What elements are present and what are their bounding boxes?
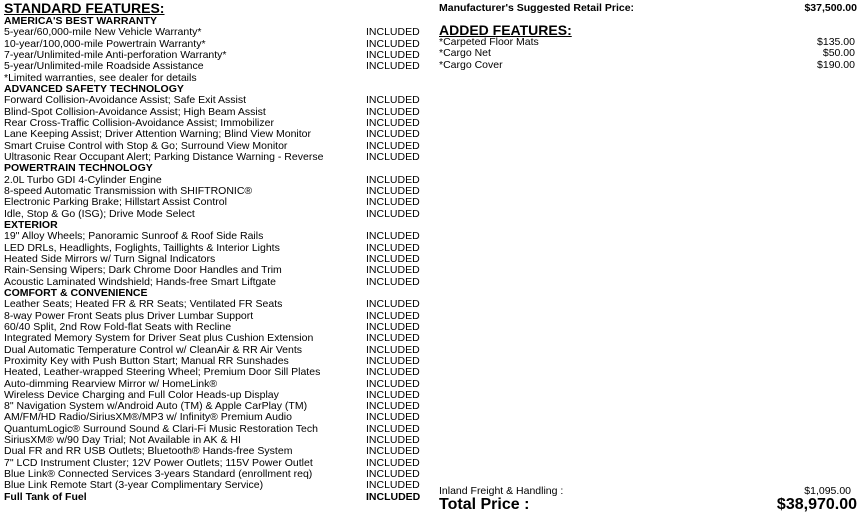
feature-status: INCLUDED	[366, 105, 420, 118]
feature-name: Blue Link Remote Start (3-year Complimentary Service)	[4, 479, 264, 492]
feature-name: *Limited warranties, see dealer for details	[4, 71, 197, 84]
feature-status: INCLUDED	[366, 37, 420, 50]
section-heading: POWERTRAIN TECHNOLOGY	[4, 162, 153, 175]
section-heading: EXTERIOR	[4, 218, 58, 231]
feature-status: INCLUDED	[366, 139, 420, 152]
feature-name: Proximity Key with Push Button Start; Manual RR Sunshades	[4, 354, 289, 367]
feature-status: INCLUDED	[366, 400, 420, 413]
feature-name: 7-year/Unlimited-mile Anti-perforation Warranty*	[4, 48, 227, 61]
total-value: $38,970.00	[776, 496, 857, 513]
added-features-title: ADDED FEATURES:	[439, 22, 572, 38]
feature-status: INCLUDED	[366, 26, 420, 39]
feature-status: INCLUDED	[366, 434, 420, 447]
added-feature-price: $50.00	[822, 47, 855, 60]
feature-name: 19" Alloy Wheels; Panoramic Sunroof & Roof Side Rails	[4, 230, 264, 243]
added-feature-row	[439, 60, 857, 71]
msrp-value: $37,500.00	[804, 2, 857, 14]
feature-name: Electronic Parking Brake; Hillstart Assist Control	[4, 196, 227, 209]
feature-status: INCLUDED	[366, 456, 420, 469]
feature-name: Blue Link® Connected Services 3-years Standard (enrollment req)	[4, 468, 313, 481]
section-heading: COMFORT & CONVENIENCE	[4, 286, 148, 299]
feature-status: INCLUDED	[366, 173, 420, 186]
feature-name: Forward Collision-Avoidance Assist; Safe Exit Assist	[4, 94, 246, 107]
feature-name: Heated Side Mirrors w/ Turn Signal Indicators	[4, 252, 216, 265]
feature-status: INCLUDED	[366, 241, 420, 254]
feature-name: 10-year/100,000-mile Powertrain Warranty*	[4, 37, 206, 50]
feature-name: Rain-Sensing Wipers; Dark Chrome Door Handles and Trim	[4, 264, 282, 277]
feature-name: Leather Seats; Heated FR & RR Seats; Ventilated FR Seats	[4, 298, 283, 311]
feature-name: Ultrasonic Rear Occupant Alert; Parking Distance Warning - Reverse	[4, 150, 324, 163]
feature-status: INCLUDED	[366, 320, 420, 333]
feature-name: Acoustic Laminated Windshield; Hands-free Smart Liftgate	[4, 275, 276, 288]
feature-status: INCLUDED	[366, 309, 420, 322]
feature-status: INCLUDED	[366, 150, 420, 163]
feature-status: INCLUDED	[366, 298, 420, 311]
feature-name: Integrated Memory System for Driver Seat plus Cushion Extension	[4, 332, 314, 345]
full-tank-row	[4, 492, 424, 503]
feature-status: INCLUDED	[366, 468, 420, 481]
feature-name: Dual Automatic Temperature Control w/ CleanAir & RR Air Vents	[4, 343, 303, 356]
added-feature-price: $135.00	[817, 36, 855, 48]
feature-status: INCLUDED	[366, 343, 420, 356]
feature-name: 8" Navigation System w/Android Auto (TM) & Apple CarPlay (TM)	[4, 400, 308, 413]
feature-name: 60/40 Split, 2nd Row Fold-flat Seats with Recline	[4, 320, 232, 333]
feature-name: 5-year/Unlimited-mile Roadside Assistance	[4, 60, 204, 73]
added-feature-price: $190.00	[817, 58, 855, 71]
feature-status: INCLUDED	[366, 411, 420, 424]
added-feature-name: *Cargo Cover	[439, 58, 503, 71]
feature-status: INCLUDED	[366, 94, 420, 107]
feature-status: INCLUDED	[366, 184, 420, 197]
standard-features-column	[4, 0, 424, 503]
feature-name: Rear Cross-Traffic Collision-Avoidance Assist; Immobilizer	[4, 116, 274, 129]
added-features-list	[439, 37, 857, 71]
feature-name: QuantumLogic® Surround Sound & Clari-Fi Music Restoration Tech	[4, 422, 318, 435]
feature-status: INCLUDED	[366, 275, 420, 288]
feature-status: INCLUDED	[366, 366, 420, 379]
feature-status: INCLUDED	[366, 354, 420, 367]
feature-name: Full Tank of Fuel	[4, 490, 87, 503]
feature-status: INCLUDED	[366, 196, 420, 209]
standard-features-list	[4, 16, 424, 492]
section-heading: AMERICA'S BEST WARRANTY	[4, 15, 157, 27]
feature-name: LED DRLs, Headlights, Foglights, Taillights & Interior Lights	[4, 241, 280, 254]
feature-name: Blind-Spot Collision-Avoidance Assist; High Beam Assist	[4, 105, 266, 118]
feature-status: INCLUDED	[366, 252, 420, 265]
total-label: Total Price :	[439, 496, 530, 513]
feature-status: INCLUDED	[366, 332, 420, 345]
feature-status: INCLUDED	[366, 388, 420, 401]
msrp-label: Manufacturer's Suggested Retail Price:	[439, 2, 635, 14]
feature-name: Smart Cruise Control with Stop & Go; Surround View Monitor	[4, 139, 288, 152]
feature-name: SiriusXM® w/90 Day Trial; Not Available in AK & HI	[4, 434, 241, 447]
added-feature-row	[439, 37, 857, 48]
added-feature-name: *Carpeted Floor Mats	[439, 36, 539, 48]
feature-status: INCLUDED	[366, 264, 420, 277]
feature-status: INCLUDED	[366, 116, 420, 129]
feature-name: 8-way Power Front Seats plus Driver Lumbar Support	[4, 309, 254, 322]
feature-name: Idle, Stop & Go (ISG); Drive Mode Select	[4, 207, 195, 220]
feature-status: INCLUDED	[366, 490, 421, 503]
feature-status: INCLUDED	[366, 377, 420, 390]
feature-name: Wireless Device Charging and Full Color Heads-up Display	[4, 388, 279, 401]
total-row	[439, 496, 857, 514]
feature-status: INCLUDED	[366, 60, 420, 73]
feature-status: INCLUDED	[366, 479, 420, 492]
feature-name: 8-speed Automatic Transmission with SHIFTRONIC®	[4, 184, 253, 197]
feature-name: Dual FR and RR USB Outlets; Bluetooth® Hands-free System	[4, 445, 293, 458]
msrp-row	[439, 1, 857, 15]
feature-status: INCLUDED	[366, 48, 420, 61]
feature-name: 5-year/60,000-mile New Vehicle Warranty*	[4, 26, 202, 39]
added-feature-name: *Cargo Net	[439, 47, 491, 60]
feature-name: 2.0L Turbo GDI 4-Cylinder Engine	[4, 173, 162, 186]
feature-name: Lane Keeping Assist; Driver Attention Warning; Blind View Monitor	[4, 128, 311, 141]
feature-status: INCLUDED	[366, 445, 420, 458]
feature-row	[4, 209, 424, 220]
freight-label: Inland Freight & Handling :	[439, 485, 564, 497]
feature-name: Heated, Leather-wrapped Steering Wheel; Premium Door Sill Plates	[4, 366, 321, 379]
feature-name: Auto-dimming Rearview Mirror w/ HomeLink®	[4, 377, 218, 390]
feature-name: 7" LCD Instrument Cluster; 12V Power Outlets; 115V Power Outlet	[4, 456, 313, 469]
section-heading: ADVANCED SAFETY TECHNOLOGY	[4, 82, 184, 95]
feature-status: INCLUDED	[366, 422, 420, 435]
standard-features-title: STANDARD FEATURES:	[4, 0, 165, 16]
freight-value: $1,095.00	[804, 485, 851, 497]
feature-status: INCLUDED	[366, 207, 420, 220]
feature-name: AM/FM/HD Radio/SiriusXM®/MP3 w/ Infinity® Premium Audio	[4, 411, 292, 424]
feature-status: INCLUDED	[366, 230, 420, 243]
feature-status: INCLUDED	[366, 128, 420, 141]
pricing-column	[439, 0, 857, 71]
